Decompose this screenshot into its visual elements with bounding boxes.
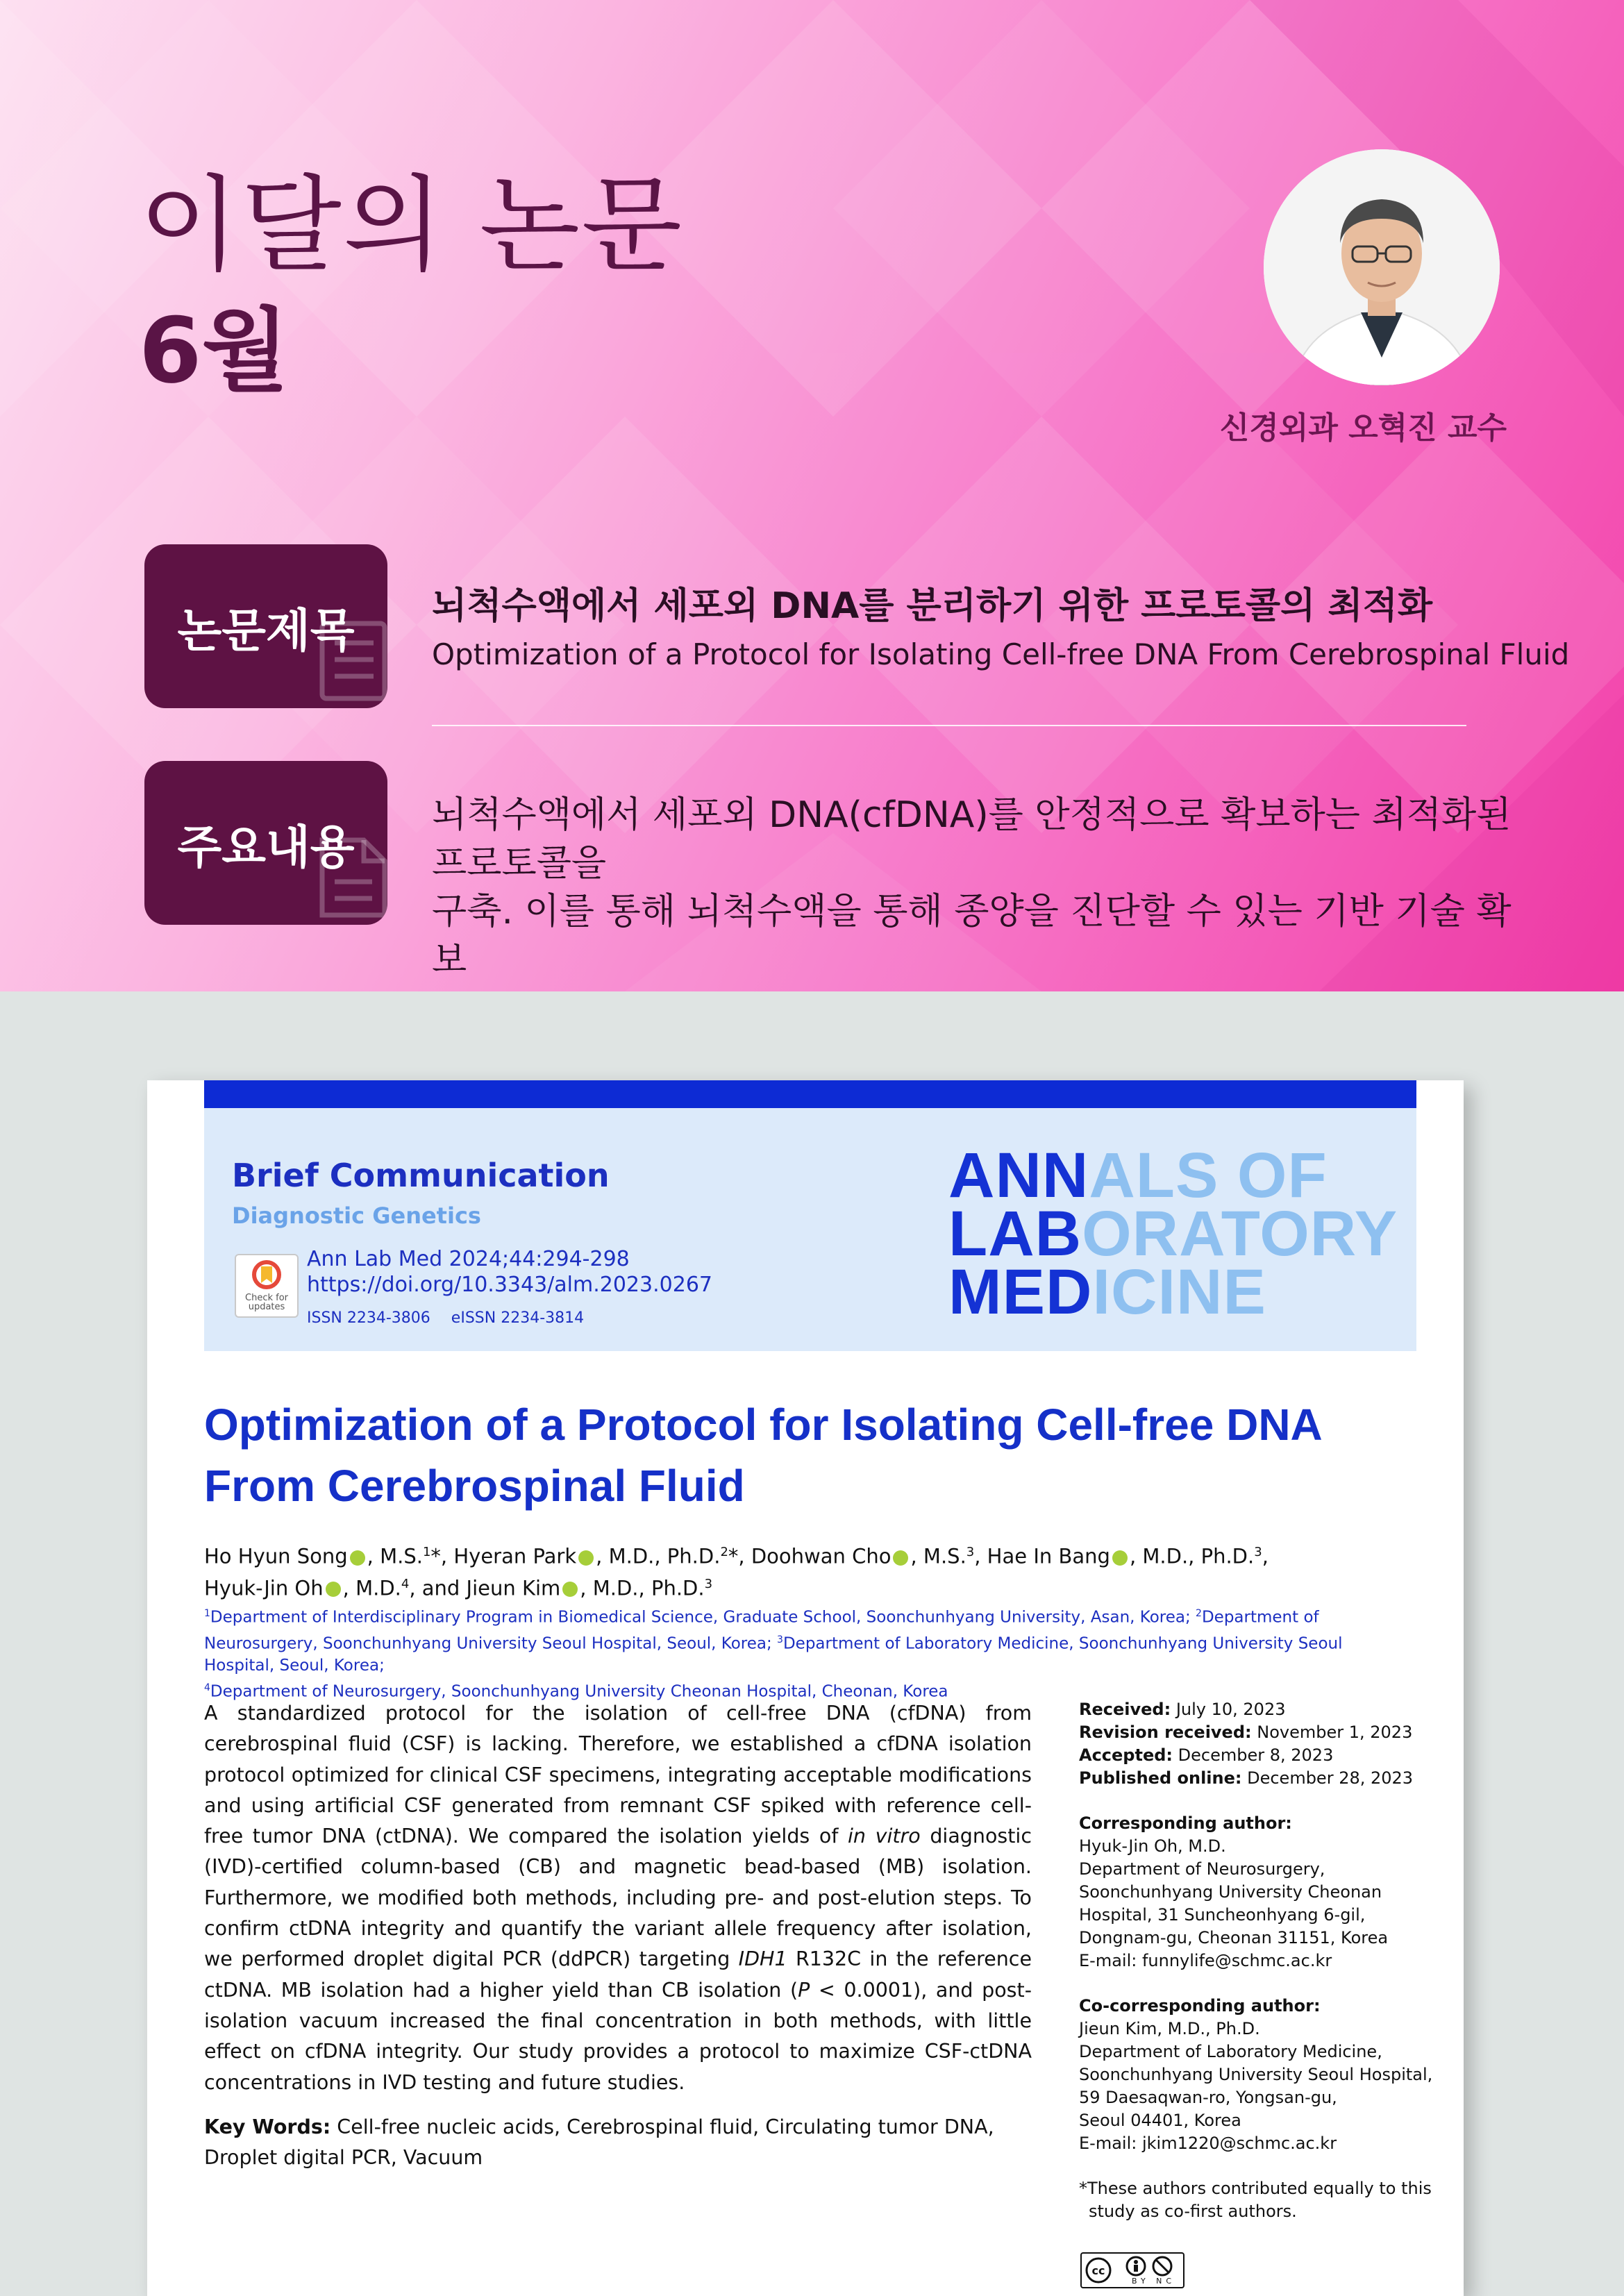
title-label: 논문제목 (177, 603, 355, 657)
affiliations (204, 1602, 1412, 1703)
author-affiliation-sup: 4 (401, 1576, 410, 1591)
note-line-2: study as co-first authors. (1089, 2202, 1297, 2221)
received-date (1079, 1698, 1440, 1721)
date-value: December 28, 2023 (1241, 1768, 1414, 1788)
affiliation: Department of Neurosurgery, Soonchunhyang University Cheonan Hospital, Cheonan, Korea (210, 1682, 948, 1701)
author-name: Ho Hyun Song (204, 1544, 348, 1568)
eissn: eISSN 2234-3814 (451, 1309, 585, 1327)
date-value: December 8, 2023 (1173, 1745, 1334, 1765)
abstract-text: diagnostic (IVD)-certified column-based (CB) and magnetic bead-based (MB) isolation. Furthermore, we modified both methods, including pre- and post-elution steps. To confirm ctDNA integrity and quantify the variant allele frequency after isolation, we performed droplet digital PCR (ddPCR) targeting (204, 1825, 1032, 1971)
svg-text:cc: cc (1091, 2264, 1105, 2277)
affiliation-sup: 4 (204, 1682, 210, 1694)
corresponding-line: Soonchunhyang University Cheonan (1079, 1882, 1382, 1902)
co-corresponding-line: 59 Daesaqwan-ro, Yongsan-gu, (1079, 2088, 1337, 2107)
note-line-1: *These authors contributed equally to this (1079, 2179, 1432, 2198)
author-affiliation-sup: 1 (422, 1545, 431, 1559)
logo-row1-dark: ANN (948, 1140, 1089, 1211)
doi-link[interactable]: https://doi.org/10.3343/alm.2023.0267 (307, 1272, 712, 1297)
issn-line (307, 1309, 605, 1327)
co-corresponding-author (1079, 1995, 1440, 2155)
author-affiliation-sup: 3 (966, 1545, 975, 1559)
keywords-label: Key Words: (204, 2115, 331, 2138)
orcid-icon[interactable] (578, 1550, 594, 1566)
professor-portrait (1264, 149, 1500, 385)
affiliation: Department of Neurosurgery, Soonchunhyang University Seoul Hospital, Seoul, Korea; (204, 1608, 1319, 1653)
author-list: Ho Hyun Song , M.S.$^1$*, Hyeran Park , M.D., Ph.D.$^2$*, Doohwan Cho , M.S.$^3$, Hae In Bang , M.D., Ph.D.$^3$, Hyuk-Jin Oh , M.D.$^4$, and Jieun Kim , M.D., Ph.D.$^3$ (204, 1544, 1269, 1600)
date-label: Received: (1079, 1700, 1171, 1719)
summary-label: 주요내용 (177, 820, 355, 874)
corresponding-line: Department of Neurosurgery, (1079, 1859, 1325, 1879)
keywords (204, 2112, 1032, 2173)
affiliation: Department of Laboratory Medicine, Soonchunhyang University Seoul Hospital, Seoul, Korea; (204, 1634, 1343, 1675)
paper-title (204, 1394, 1426, 1516)
co-corresponding-line: Jieun Kim, M.D., Ph.D. (1079, 2019, 1260, 2038)
co-corresponding-label: Co-corresponding author: (1079, 1996, 1321, 2016)
author-name: Hyuk-Jin Oh (204, 1576, 324, 1600)
author-degree: , M.S. (910, 1544, 966, 1568)
paper-title-line-2: From Cerebrospinal Fluid (204, 1461, 745, 1511)
published-date (1079, 1767, 1440, 1790)
accepted-date (1079, 1744, 1440, 1767)
author-name: , Hae In Bang (974, 1544, 1110, 1568)
abstract-text: R132C in the reference ctDNA. MB isolation had a higher yield than CB isolation ( (204, 1947, 1032, 2002)
revision-date (1079, 1721, 1440, 1744)
abstract-text: A standardized protocol for the isolation of cell-free DNA (cfDNA) from cerebrospinal fluid (CSF) is lacking. Therefore, we established a cfDNA isolation protocol optimized for clinical CSF specimens, integrating acceptable modifications and using artificial CSF generated from remnant CSF spiked with reference cell-free tumor DNA (ctDNA). We compared the isolation yields of (204, 1702, 1032, 1848)
author-degree: , M.D., Ph.D. (580, 1576, 705, 1600)
date-value: November 1, 2023 (1251, 1723, 1413, 1742)
co-corresponding-email[interactable]: E-mail: jkim1220@schmc.ac.kr (1079, 2134, 1337, 2153)
summary-line-1: 뇌척수액에서 세포외 DNA(cfDNA)를 안정적으로 확보하는 최적화된 프로토콜을 (432, 794, 1512, 885)
month-label: 6월 (139, 298, 290, 403)
logo-row2-light: ORATORY (1082, 1198, 1398, 1269)
author-affiliation-sup: 3 (704, 1576, 713, 1591)
corresponding-line: Hyuk-Jin Oh, M.D. (1079, 1836, 1226, 1856)
logo-row3-light: ICINE (1092, 1257, 1266, 1327)
affiliation-sup: 2 (1196, 1608, 1202, 1619)
orcid-icon[interactable] (1112, 1550, 1128, 1566)
corresponding-author (1079, 1812, 1440, 1972)
article-sidebar (1079, 1698, 1440, 2223)
abstract-italic: IDH1 (738, 1947, 787, 1971)
author-name: *, Doohwan Cho (728, 1544, 891, 1568)
co-corresponding-line: Department of Laboratory Medicine, (1079, 2042, 1382, 2061)
logo-row2-dark: LAB (948, 1198, 1082, 1269)
paper-first-page (147, 1080, 1464, 2296)
paper-title-korean: 뇌척수액에서 세포외 DNA를 분리하기 위한 프로토콜의 최적화 (432, 585, 1433, 627)
summary-label-box (144, 761, 387, 925)
author-name: *, Hyeran Park (430, 1544, 577, 1568)
summary-text (432, 791, 1515, 985)
affiliation-sup: 1 (204, 1608, 210, 1619)
citation-block (307, 1247, 712, 1298)
monthly-paper-banner (0, 0, 1624, 991)
article-section: Diagnostic Genetics (232, 1203, 481, 1229)
license-text: BY NC (1132, 2277, 1176, 2286)
abstract-text: < 0.0001), and post-isolation vacuum increased the final concentration in both methods, with little effect on cfDNA integrity. Our study provides a protocol to maximize CSF-ctDNA concentrations in IVD testing and future studies. (204, 1978, 1032, 2094)
creative-commons-badge[interactable] (1080, 2252, 1184, 2288)
date-label: Revision received: (1079, 1723, 1252, 1742)
abstract (204, 1698, 1032, 2098)
author-degree: , M.D., Ph.D. (1129, 1544, 1255, 1568)
date-value: July 10, 2023 (1171, 1700, 1286, 1719)
orcid-icon[interactable] (350, 1550, 365, 1566)
banner-divider (432, 725, 1466, 726)
abstract-italic: P (798, 1978, 810, 2002)
affiliation: Department of Interdisciplinary Program in Biomedical Science, Graduate School, Soonchunhyang University, Asan, Korea; (210, 1608, 1196, 1627)
check-for-updates-label: Check for updates (245, 1292, 288, 1313)
co-first-note (1079, 2177, 1440, 2223)
section-kicker: 이달의 논문 (139, 165, 684, 286)
journal-logo (948, 1140, 1398, 1327)
check-updates-icon (236, 1255, 297, 1294)
orcid-icon[interactable] (562, 1582, 578, 1597)
author-affiliation-sup: 2 (720, 1545, 728, 1559)
logo-row3-dark: MED (948, 1257, 1093, 1327)
article-type: Brief Communication (232, 1157, 610, 1194)
date-label: Accepted: (1079, 1745, 1173, 1765)
keywords-text: Cell-free nucleic acids, Cerebrospinal fluid, Circulating tumor DNA, Droplet digital PCR, Vacuum (204, 2115, 994, 2169)
professor-name: 신경외과 오혁진 교수 (1219, 410, 1507, 446)
co-corresponding-line: Soonchunhyang University Seoul Hospital, (1079, 2065, 1433, 2084)
author-degree: , M.D. (342, 1576, 401, 1600)
co-corresponding-line: Seoul 04401, Korea (1079, 2111, 1241, 2130)
summary-line-2: 구축. 이를 통해 뇌척수액을 통해 종양을 진단할 수 있는 기반 기술 확보 (432, 891, 1512, 982)
author-affiliation-sup: 3 (1254, 1545, 1262, 1559)
paper-title-line-1: Optimization of a Protocol for Isolating Cell-free DNA (204, 1400, 1323, 1450)
author-degree: , M.D., Ph.D. (596, 1544, 721, 1568)
orcid-icon[interactable] (326, 1582, 341, 1597)
date-label: Published online: (1079, 1768, 1242, 1788)
corresponding-label: Corresponding author: (1079, 1813, 1292, 1833)
paper-title-english: Optimization of a Protocol for Isolating Cell-free DNA From Cerebrospinal Fluid (432, 637, 1570, 671)
check-for-updates-badge[interactable] (235, 1254, 299, 1318)
author-name: , and Jieun Kim (409, 1576, 561, 1600)
issn: ISSN 2234-3806 (307, 1309, 430, 1327)
citation: Ann Lab Med 2024;44:294-298 (307, 1247, 630, 1271)
corresponding-line: Dongnam-gu, Cheonan 31151, Korea (1079, 1928, 1389, 1947)
corresponding-line: Hospital, 31 Suncheonhyang 6-gil, (1079, 1905, 1366, 1925)
journal-top-bar (204, 1080, 1416, 1108)
corresponding-email[interactable]: E-mail: funnylife@schmc.ac.kr (1079, 1951, 1332, 1970)
orcid-icon[interactable] (893, 1550, 908, 1566)
abstract-italic: in vitro (847, 1825, 921, 1848)
author-degree: , M.S. (367, 1544, 423, 1568)
affiliation-sup: 3 (777, 1634, 783, 1645)
journal-header (204, 1108, 1416, 1351)
title-label-box (144, 544, 387, 708)
logo-row1-light: ALS OF (1089, 1140, 1328, 1211)
